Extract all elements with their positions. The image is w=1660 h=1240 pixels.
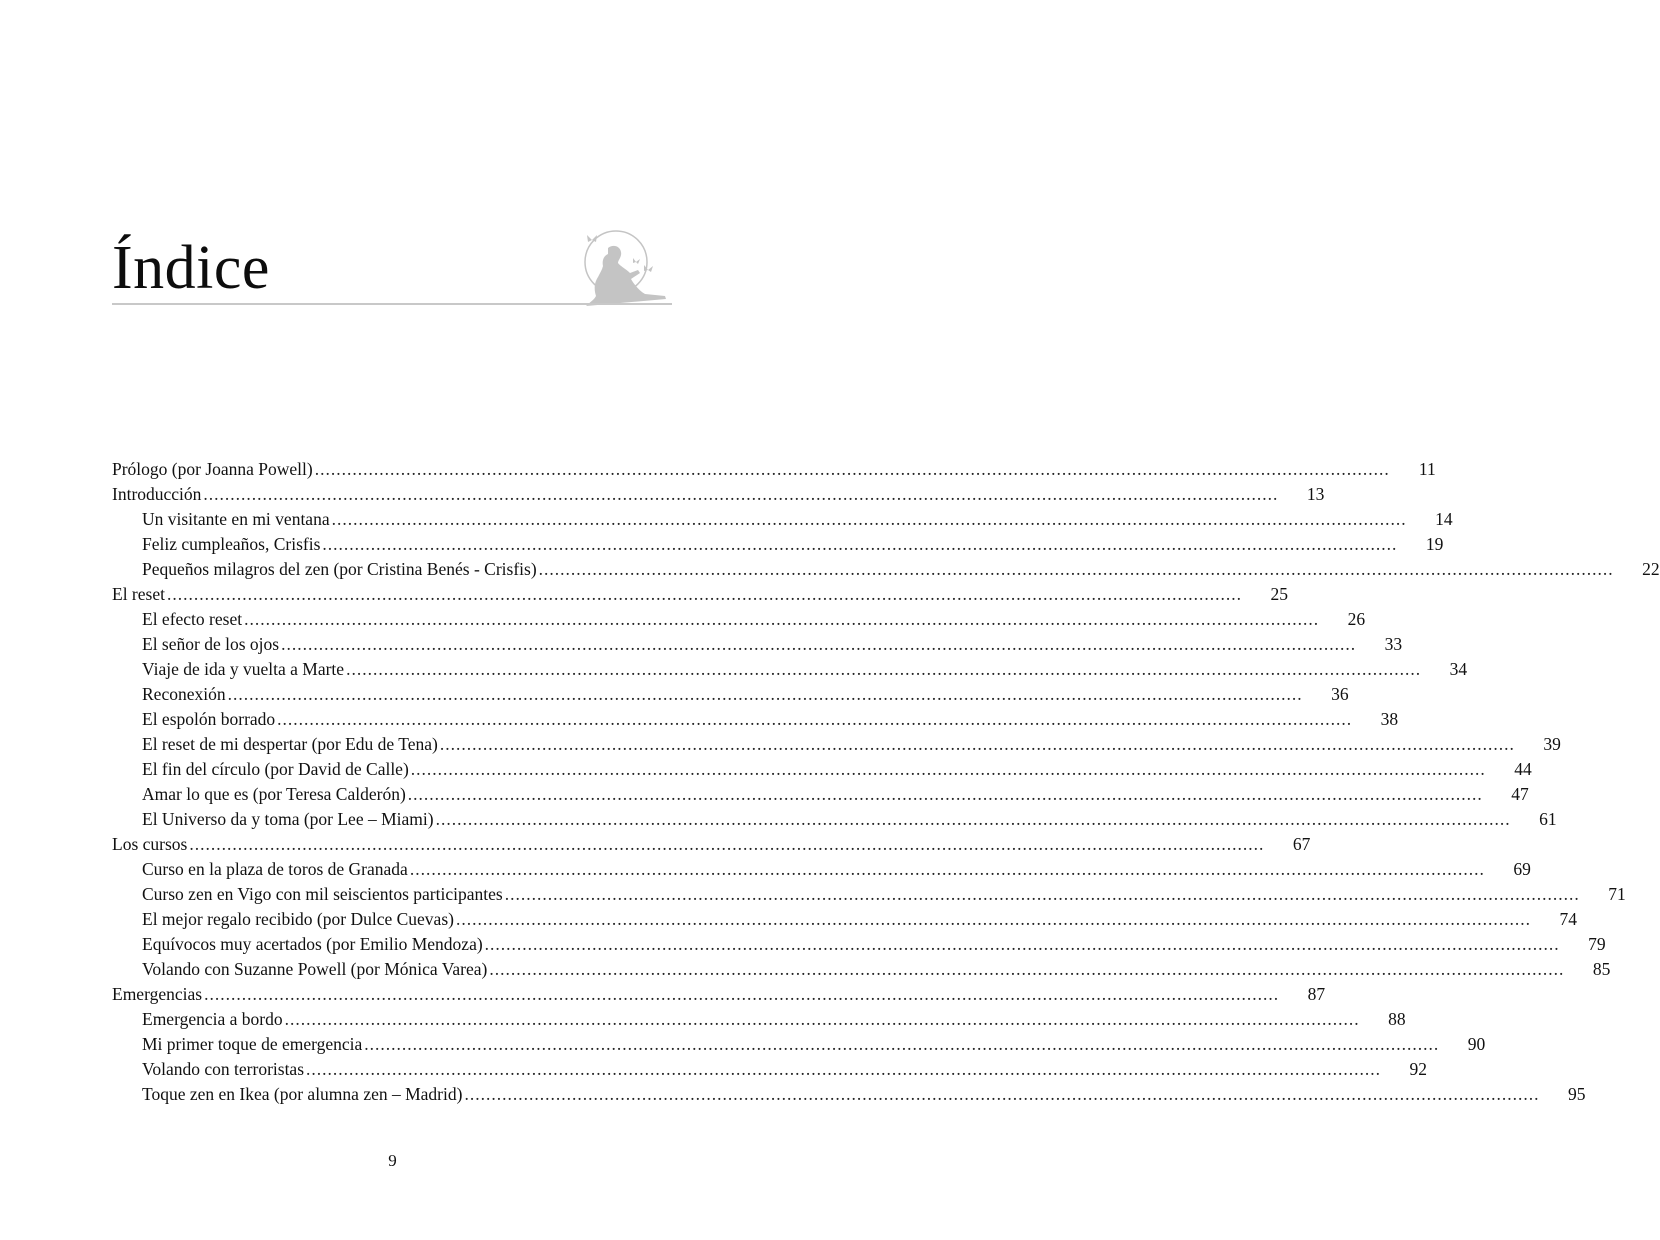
toc-page-number: 95 <box>1567 1084 1586 1104</box>
toc-entry-title: El efecto reset <box>142 609 243 629</box>
table-of-contents <box>112 457 1660 1107</box>
toc-entry[interactable] <box>112 482 1325 507</box>
toc-entry-title: El Universo da y toma (por Lee – Miami) <box>142 809 434 829</box>
dot-leader: ........................................................................................................................................................................................................ <box>410 759 1486 779</box>
dot-leader: ........................................................................................................................................................................................................ <box>504 884 1580 904</box>
toc-subentry[interactable] <box>112 707 1399 732</box>
toc-page-number: 25 <box>1270 584 1288 604</box>
toc-entry-title: Curso zen en Vigo con mil seiscientos participantes <box>142 884 503 904</box>
toc-page-number: 26 <box>1347 609 1366 629</box>
toc-subentry[interactable] <box>112 1032 1486 1057</box>
toc-page-number: 14 <box>1435 509 1453 529</box>
toc-page-number: 87 <box>1307 984 1326 1004</box>
title-underline <box>112 303 672 305</box>
toc-entry-title: Prólogo (por Joanna Powell) <box>112 459 313 479</box>
toc-entry-title: Reconexión <box>142 684 226 704</box>
toc-subentry[interactable] <box>112 657 1468 682</box>
toc-subentry[interactable] <box>112 532 1444 557</box>
dot-leader: ........................................................................................................................................................................................................ <box>314 459 1390 479</box>
toc-subentry[interactable] <box>112 757 1532 782</box>
toc-page-number: 34 <box>1449 659 1468 679</box>
dot-leader: ........................................................................................................................................................................................................ <box>484 934 1560 954</box>
dot-leader: ........................................................................................................................................................................................................ <box>322 534 1398 554</box>
dot-leader: ........................................................................................................................................................................................................ <box>166 584 1242 604</box>
toc-subentry[interactable] <box>112 507 1453 532</box>
dot-leader: ........................................................................................................................................................................................................ <box>227 684 1303 704</box>
toc-subentry[interactable] <box>112 907 1577 932</box>
toc-page-number: 38 <box>1380 709 1399 729</box>
toc-entry-title: Mi primer toque de emergencia <box>142 1034 363 1054</box>
toc-entry-title: Volando con Suzanne Powell (por Mónica Varea) <box>142 959 488 979</box>
toc-subentry[interactable] <box>112 607 1366 632</box>
dot-leader: ........................................................................................................................................................................................................ <box>407 784 1483 804</box>
toc-entry-title: El fin del círculo (por David de Calle) <box>142 759 409 779</box>
dot-leader: ........................................................................................................................................................................................................ <box>277 709 1353 729</box>
toc-entry-title: Amar lo que es (por Teresa Calderón) <box>142 784 406 804</box>
toc-page-number: 47 <box>1511 784 1529 804</box>
toc-subentry[interactable] <box>112 1007 1406 1032</box>
dot-leader: ........................................................................................................................................................................................................ <box>439 734 1515 754</box>
toc-subentry[interactable] <box>112 557 1660 582</box>
toc-page-number: 67 <box>1292 834 1311 854</box>
toc-entry-title: El reset <box>112 584 165 604</box>
toc-subentry[interactable] <box>112 882 1626 907</box>
toc-entry-title: Feliz cumpleaños, Crisfis <box>142 534 321 554</box>
toc-entry-title: El espolón borrado <box>142 709 276 729</box>
dot-leader: ........................................................................................................................................................................................................ <box>346 659 1422 679</box>
toc-page-number: 39 <box>1543 734 1561 754</box>
toc-entry-title: Emergencia a bordo <box>142 1009 283 1029</box>
dot-leader: ........................................................................................................................................................................................................ <box>244 609 1320 629</box>
toc-entry-title: Curso en la plaza de toros de Granada <box>142 859 408 879</box>
toc-entry-title: El reset de mi despertar (por Edu de Tena) <box>142 734 438 754</box>
toc-subentry[interactable] <box>112 957 1611 982</box>
toc-subentry[interactable] <box>112 807 1557 832</box>
toc-page-number: 61 <box>1539 809 1557 829</box>
toc-page-number: 74 <box>1559 909 1577 929</box>
dot-leader: ........................................................................................................................................................................................................ <box>306 1059 1382 1079</box>
toc-entry-title: El mejor regalo recibido (por Dulce Cuevas) <box>142 909 454 929</box>
toc-entry[interactable] <box>112 457 1436 482</box>
dot-leader: ........................................................................................................................................................................................................ <box>189 834 1265 854</box>
toc-subentry[interactable] <box>112 632 1403 657</box>
page-title: Índice <box>112 234 270 302</box>
toc-entry-title: El señor de los ojos <box>142 634 280 654</box>
toc-entry-title: Introducción <box>112 484 202 504</box>
toc-page-number: 11 <box>1418 459 1436 479</box>
toc-page-number: 22 <box>1642 559 1660 579</box>
toc-page-number: 33 <box>1384 634 1403 654</box>
reading-girl-moon-butterflies-icon <box>578 224 674 308</box>
toc-page-number: 85 <box>1592 959 1611 979</box>
toc-subentry[interactable] <box>112 782 1529 807</box>
toc-entry-title: Un visitante en mi ventana <box>142 509 330 529</box>
dot-leader: ........................................................................................................................................................................................................ <box>204 984 1280 1004</box>
toc-entry[interactable] <box>112 832 1311 857</box>
toc-subentry[interactable] <box>112 732 1561 757</box>
toc-entry[interactable] <box>112 582 1288 607</box>
toc-page-number: 79 <box>1588 934 1606 954</box>
toc-subentry[interactable] <box>112 932 1606 957</box>
toc-page-number: 71 <box>1608 884 1626 904</box>
dot-leader: ........................................................................................................................................................................................................ <box>455 909 1531 929</box>
dot-leader: ........................................................................................................................................................................................................ <box>464 1084 1540 1104</box>
toc-entry-title: Toque zen en Ikea (por alumna zen – Madrid) <box>142 1084 463 1104</box>
dot-leader: ........................................................................................................................................................................................................ <box>435 809 1511 829</box>
dot-leader: ........................................................................................................................................................................................................ <box>331 509 1407 529</box>
toc-page-number: 69 <box>1513 859 1531 879</box>
dot-leader: ........................................................................................................................................................................................................ <box>284 1009 1360 1029</box>
toc-page-number: 88 <box>1388 1009 1406 1029</box>
dot-leader: ........................................................................................................................................................................................................ <box>281 634 1357 654</box>
toc-entry-title: Volando con terroristas <box>142 1059 305 1079</box>
toc-entry-title: Equívocos muy acertados (por Emilio Mendoza) <box>142 934 483 954</box>
dot-leader: ........................................................................................................................................................................................................ <box>489 959 1565 979</box>
dot-leader: ........................................................................................................................................................................................................ <box>538 559 1614 579</box>
toc-subentry[interactable] <box>112 682 1349 707</box>
toc-page-number: 19 <box>1425 534 1444 554</box>
toc-page-number: 90 <box>1467 1034 1486 1054</box>
toc-subentry[interactable] <box>112 857 1531 882</box>
toc-page-number: 36 <box>1331 684 1349 704</box>
page-number: 9 <box>388 1151 397 1170</box>
toc-entry-title: Viaje de ida y vuelta a Marte <box>142 659 345 679</box>
toc-page-number: 44 <box>1514 759 1532 779</box>
dot-leader: ........................................................................................................................................................................................................ <box>203 484 1279 504</box>
toc-entry-title: Los cursos <box>112 834 188 854</box>
dot-leader: ........................................................................................................................................................................................................ <box>364 1034 1440 1054</box>
toc-entry-title: Emergencias <box>112 984 203 1004</box>
toc-page-number: 92 <box>1409 1059 1428 1079</box>
dot-leader: ........................................................................................................................................................................................................ <box>409 859 1485 879</box>
toc-entry[interactable] <box>112 982 1326 1007</box>
toc-entry-title: Pequeños milagros del zen (por Cristina Benés - Crisfis) <box>142 559 537 579</box>
toc-page-number: 13 <box>1306 484 1325 504</box>
toc-subentry[interactable] <box>112 1082 1586 1107</box>
toc-subentry[interactable] <box>112 1057 1428 1082</box>
